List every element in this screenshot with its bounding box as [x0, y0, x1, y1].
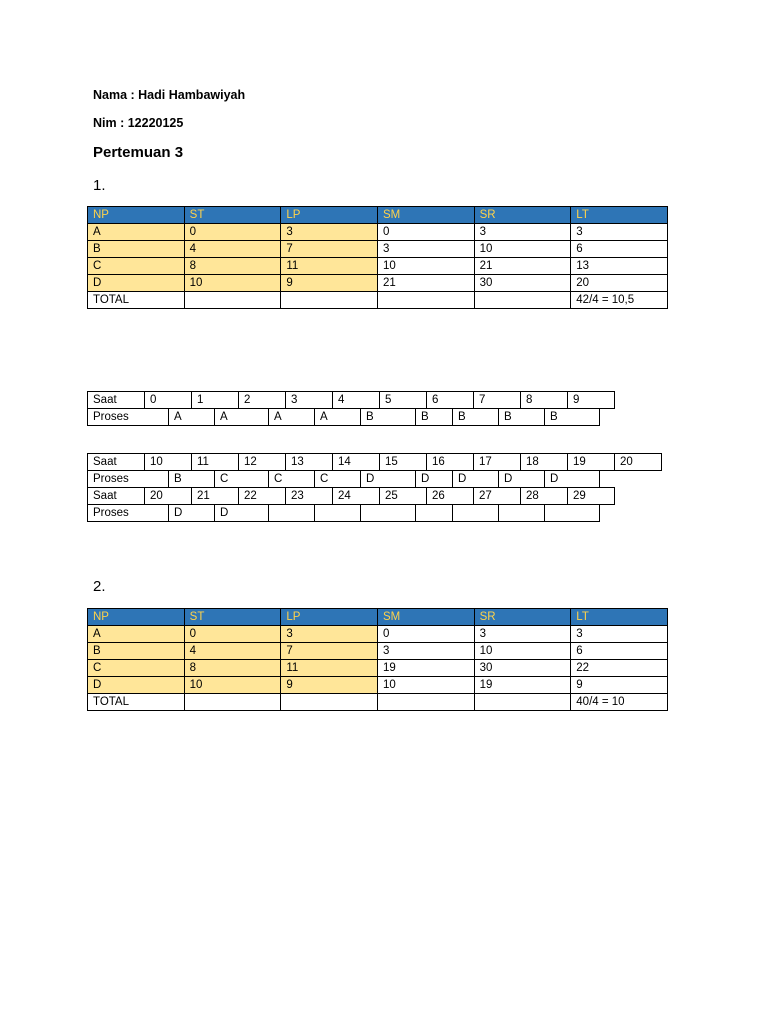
table-cell: 30: [474, 660, 571, 677]
table-row: [88, 626, 668, 643]
saat-cell: 24: [332, 487, 380, 505]
saat-cell: 1: [191, 391, 239, 409]
table-cell: B: [88, 241, 185, 258]
proses-cell: C: [314, 470, 361, 488]
gantt-b-proses2-row: [87, 504, 599, 522]
header-sm: SM: [377, 207, 474, 224]
proses-cell: D: [415, 470, 453, 488]
section-number-1: 1.: [93, 177, 106, 194]
proses-cell: D: [498, 470, 545, 488]
saat-cell: 5: [379, 391, 427, 409]
proses-cell: D: [360, 470, 416, 488]
saat-cell: 17: [473, 453, 521, 471]
table-cell: 0: [184, 626, 281, 643]
table-cell: 11: [281, 258, 378, 275]
table-cell: [184, 292, 281, 309]
table-cell: 9: [571, 677, 668, 694]
section-number-2: 2.: [93, 578, 106, 595]
header-sm: SM: [377, 609, 474, 626]
proses-cell: C: [268, 470, 315, 488]
saat-cell: 20: [614, 453, 662, 471]
table-cell: 3: [474, 224, 571, 241]
table-cell: 9: [281, 275, 378, 292]
saat-cell: 13: [285, 453, 333, 471]
table-cell: 7: [281, 241, 378, 258]
proses-cell: D: [452, 470, 499, 488]
saat-cell: 7: [473, 391, 521, 409]
table-cell: [281, 694, 378, 711]
header-lt: LT: [571, 207, 668, 224]
gantt-b-saat2-row: [87, 487, 614, 505]
table-cell: [474, 694, 571, 711]
table-cell: 22: [571, 660, 668, 677]
proses-cell: [452, 504, 499, 522]
saat-cell: 25: [379, 487, 427, 505]
saat-cell: 8: [520, 391, 568, 409]
table-cell: 4: [184, 643, 281, 660]
page-title: Pertemuan 3: [93, 144, 184, 161]
student-name: Nama : Hadi Hambawiyah: [93, 88, 246, 102]
saat-cell: 27: [473, 487, 521, 505]
table-cell: D: [88, 677, 185, 694]
proses-cell: A: [268, 408, 315, 426]
proses-cell: B: [168, 470, 215, 488]
table-cell: 19: [377, 660, 474, 677]
header-sr: SR: [474, 207, 571, 224]
table-cell: 21: [377, 275, 474, 292]
table-cell: [281, 292, 378, 309]
header-st: ST: [184, 207, 281, 224]
table-cell: 6: [571, 643, 668, 660]
student-nim: Nim : 12220125: [93, 116, 184, 130]
proses-cell: [544, 504, 600, 522]
table-cell: 0: [377, 626, 474, 643]
table-total-row: [88, 694, 668, 711]
table-header-row: [88, 207, 668, 224]
table-cell: 0: [377, 224, 474, 241]
header-sr: SR: [474, 609, 571, 626]
gantt-a-proses-row: [87, 408, 599, 426]
proses-label: Proses: [87, 470, 169, 488]
saat-cell: 22: [238, 487, 286, 505]
proses-cell: A: [214, 408, 269, 426]
table-total-row: [88, 292, 668, 309]
table-cell: 8: [184, 660, 281, 677]
proses-cell: B: [498, 408, 545, 426]
proses-cell: [415, 504, 453, 522]
proses-cell: B: [360, 408, 416, 426]
table-cell: 3: [377, 241, 474, 258]
saat-cell: 18: [520, 453, 568, 471]
proses-cell: [314, 504, 361, 522]
table-cell: [184, 694, 281, 711]
table-row: [88, 258, 668, 275]
table-cell: 4: [184, 241, 281, 258]
header-np: NP: [88, 207, 185, 224]
table-cell: 10: [377, 677, 474, 694]
proses-label: Proses: [87, 408, 169, 426]
table-cell: A: [88, 626, 185, 643]
table-row: [88, 677, 668, 694]
proses-label: Proses: [87, 504, 169, 522]
saat-cell: 9: [567, 391, 615, 409]
table-cell: 13: [571, 258, 668, 275]
header-lt: LT: [571, 609, 668, 626]
header-lp: LP: [281, 207, 378, 224]
table-row: [88, 224, 668, 241]
total-label: TOTAL: [88, 292, 185, 309]
saat-cell: 28: [520, 487, 568, 505]
table-cell: 10: [184, 275, 281, 292]
saat-cell: 11: [191, 453, 239, 471]
table-cell: [474, 292, 571, 309]
header-lp: LP: [281, 609, 378, 626]
table-cell: [377, 694, 474, 711]
table-cell: 3: [281, 224, 378, 241]
saat-cell: 2: [238, 391, 286, 409]
table-cell: A: [88, 224, 185, 241]
table-row: [88, 643, 668, 660]
saat-label: Saat: [87, 487, 145, 505]
saat-cell: 14: [332, 453, 380, 471]
total-label: TOTAL: [88, 694, 185, 711]
table-cell: 7: [281, 643, 378, 660]
saat-cell: 16: [426, 453, 474, 471]
table-header-row: [88, 609, 668, 626]
table-cell: 3: [571, 626, 668, 643]
table-cell: 10: [474, 241, 571, 258]
saat-cell: 21: [191, 487, 239, 505]
proses-cell: B: [544, 408, 600, 426]
total-value: 40/4 = 10: [571, 694, 668, 711]
proses-cell: B: [415, 408, 453, 426]
saat-cell: 26: [426, 487, 474, 505]
table-cell: 3: [571, 224, 668, 241]
table-row: [88, 275, 668, 292]
table-cell: D: [88, 275, 185, 292]
proses-cell: D: [214, 504, 269, 522]
scheduling-table-1: [87, 206, 668, 309]
proses-cell: [268, 504, 315, 522]
table-row: [88, 660, 668, 677]
table-cell: 20: [571, 275, 668, 292]
table-cell: 3: [474, 626, 571, 643]
proses-cell: B: [452, 408, 499, 426]
total-value: 42/4 = 10,5: [571, 292, 668, 309]
table-cell: 19: [474, 677, 571, 694]
table-cell: 3: [281, 626, 378, 643]
proses-cell: A: [168, 408, 215, 426]
table-cell: C: [88, 660, 185, 677]
table-cell: 6: [571, 241, 668, 258]
proses-cell: A: [314, 408, 361, 426]
header-st: ST: [184, 609, 281, 626]
table-cell: 10: [474, 643, 571, 660]
table-cell: 0: [184, 224, 281, 241]
gantt-a-saat-row: [87, 391, 614, 409]
saat-cell: 29: [567, 487, 615, 505]
table-cell: 21: [474, 258, 571, 275]
gantt-b-saat-row: [87, 453, 661, 471]
saat-label: Saat: [87, 453, 145, 471]
table-cell: 8: [184, 258, 281, 275]
table-cell: 9: [281, 677, 378, 694]
proses-cell: [360, 504, 416, 522]
table-cell: C: [88, 258, 185, 275]
proses-cell: D: [544, 470, 600, 488]
scheduling-table-2: [87, 608, 668, 711]
proses-cell: [498, 504, 545, 522]
saat-cell: 20: [144, 487, 192, 505]
table-cell: B: [88, 643, 185, 660]
saat-label: Saat: [87, 391, 145, 409]
table-cell: 11: [281, 660, 378, 677]
saat-cell: 15: [379, 453, 427, 471]
saat-cell: 3: [285, 391, 333, 409]
table-cell: [377, 292, 474, 309]
proses-cell: D: [168, 504, 215, 522]
saat-cell: 6: [426, 391, 474, 409]
table-cell: 10: [184, 677, 281, 694]
header-np: NP: [88, 609, 185, 626]
saat-cell: 4: [332, 391, 380, 409]
saat-cell: 0: [144, 391, 192, 409]
table-cell: 10: [377, 258, 474, 275]
proses-cell: C: [214, 470, 269, 488]
gantt-b-proses-row: [87, 470, 599, 488]
saat-cell: 23: [285, 487, 333, 505]
saat-cell: 10: [144, 453, 192, 471]
saat-cell: 12: [238, 453, 286, 471]
table-row: [88, 241, 668, 258]
table-cell: 3: [377, 643, 474, 660]
table-cell: 30: [474, 275, 571, 292]
saat-cell: 19: [567, 453, 615, 471]
